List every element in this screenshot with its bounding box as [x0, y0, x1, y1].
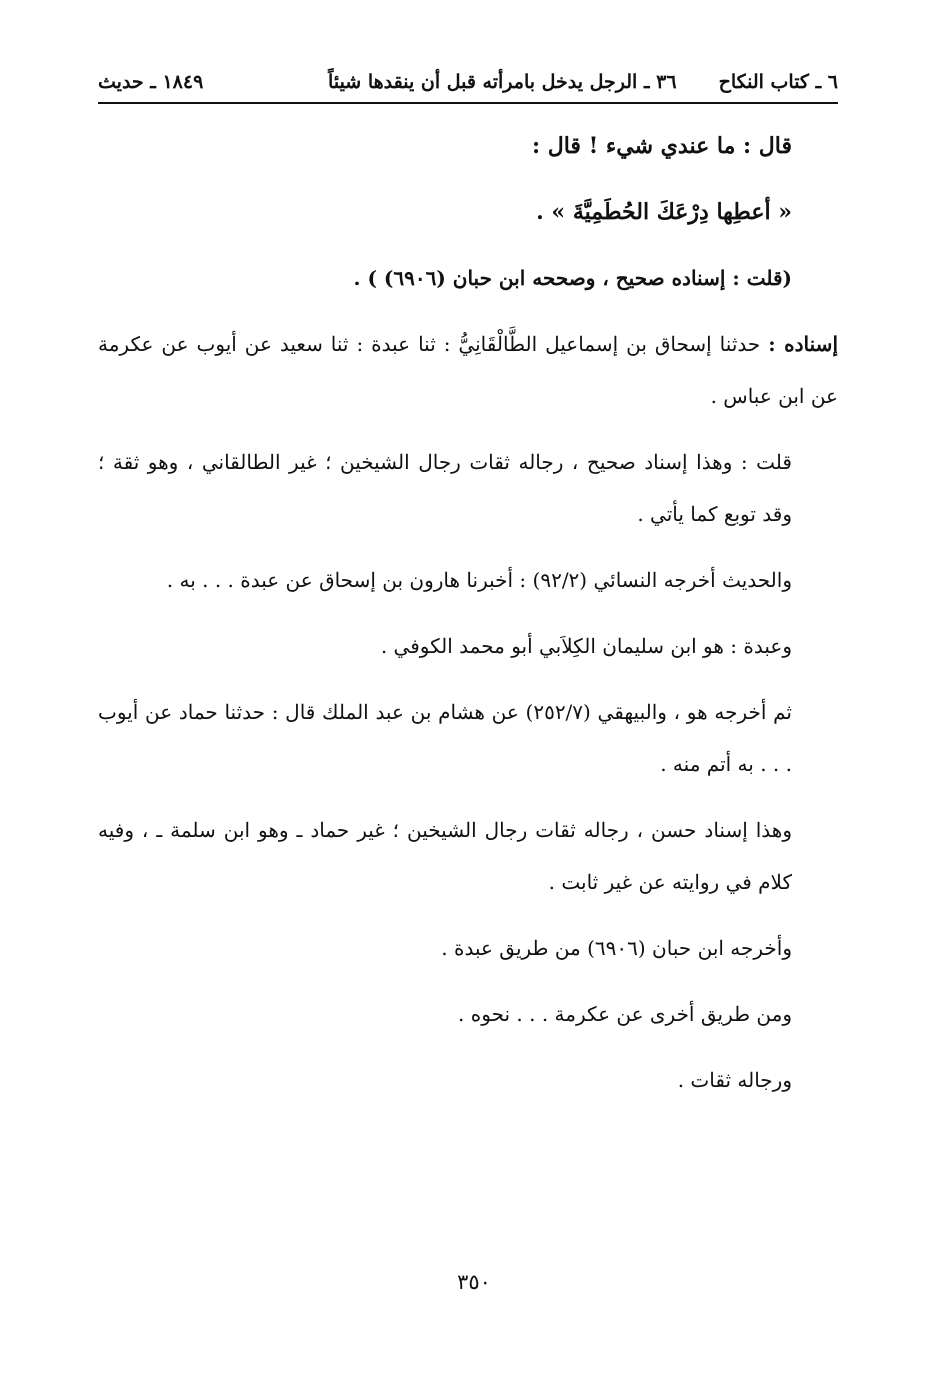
page-body	[98, 120, 838, 1120]
verdict: (قلت : إسناده صحيح ، وصححه ابن حبان (٦٩٠٦) ) .	[353, 266, 792, 290]
isnad-lead: إسناده :	[768, 332, 838, 356]
comment-1: قلت : وهذا إسناد صحيح ، رجاله ثقات رجال الشيخين ؛ غير الطالقاني ، وهو ثقة ؛ وقد توبع كما يأتي .	[98, 450, 792, 526]
comment-5: وهذا إسناد حسن ، رجاله ثقات رجال الشيخين ؛ غير حماد ـ وهو ابن سلمة ـ ، وفيه كلام في روايته عن غير ثابت .	[98, 818, 792, 894]
comment-2: والحديث أخرجه النسائي (٩٢/٢) : أخبرنا هارون بن إسحاق عن عبدة . . . به .	[166, 568, 792, 592]
isnad-rest: حدثنا إسحاق بن إسماعيل الطَّالْقَانِيُّ : ثنا عبدة : ثنا سعيد عن أيوب عن عكرمة عن ابن عباس .	[98, 332, 838, 408]
page-number: ٣٥٠	[457, 1270, 491, 1294]
header-chapter: ٦ ـ كتاب النكاح	[718, 71, 838, 93]
comment-6: وأخرجه ابن حبان (٦٩٠٦) من طريق عبدة .	[441, 936, 792, 960]
hadith-line-2: « أعطِها دِرْعَكَ الحُطَمِيَّةَ » .	[536, 199, 792, 225]
comment-8: ورجاله ثقات .	[677, 1068, 792, 1092]
running-header	[98, 64, 838, 100]
comment-3: وعبدة : هو ابن سليمان الكِلاَبي أبو محمد الكوفي .	[380, 634, 792, 658]
comment-4: ثم أخرجه هو ، والبيهقي (٢٥٢/٧) عن هشام بن عبد الملك قال : حدثنا حماد عن أيوب . . . به أتم منه .	[98, 700, 792, 776]
header-hadith-number: ١٨٤٩ ـ حديث	[98, 71, 204, 93]
header-rule	[98, 102, 838, 104]
comment-7: ومن طريق أخرى عن عكرمة . . . نحوه .	[458, 1002, 792, 1026]
isnad	[98, 318, 838, 422]
hadith-line-1: قال : ما عندي شيء ! قال :	[531, 133, 792, 159]
header-section: ٣٦ ـ الرجل يدخل بامرأته قبل أن ينقدها شيئاً	[328, 71, 677, 93]
